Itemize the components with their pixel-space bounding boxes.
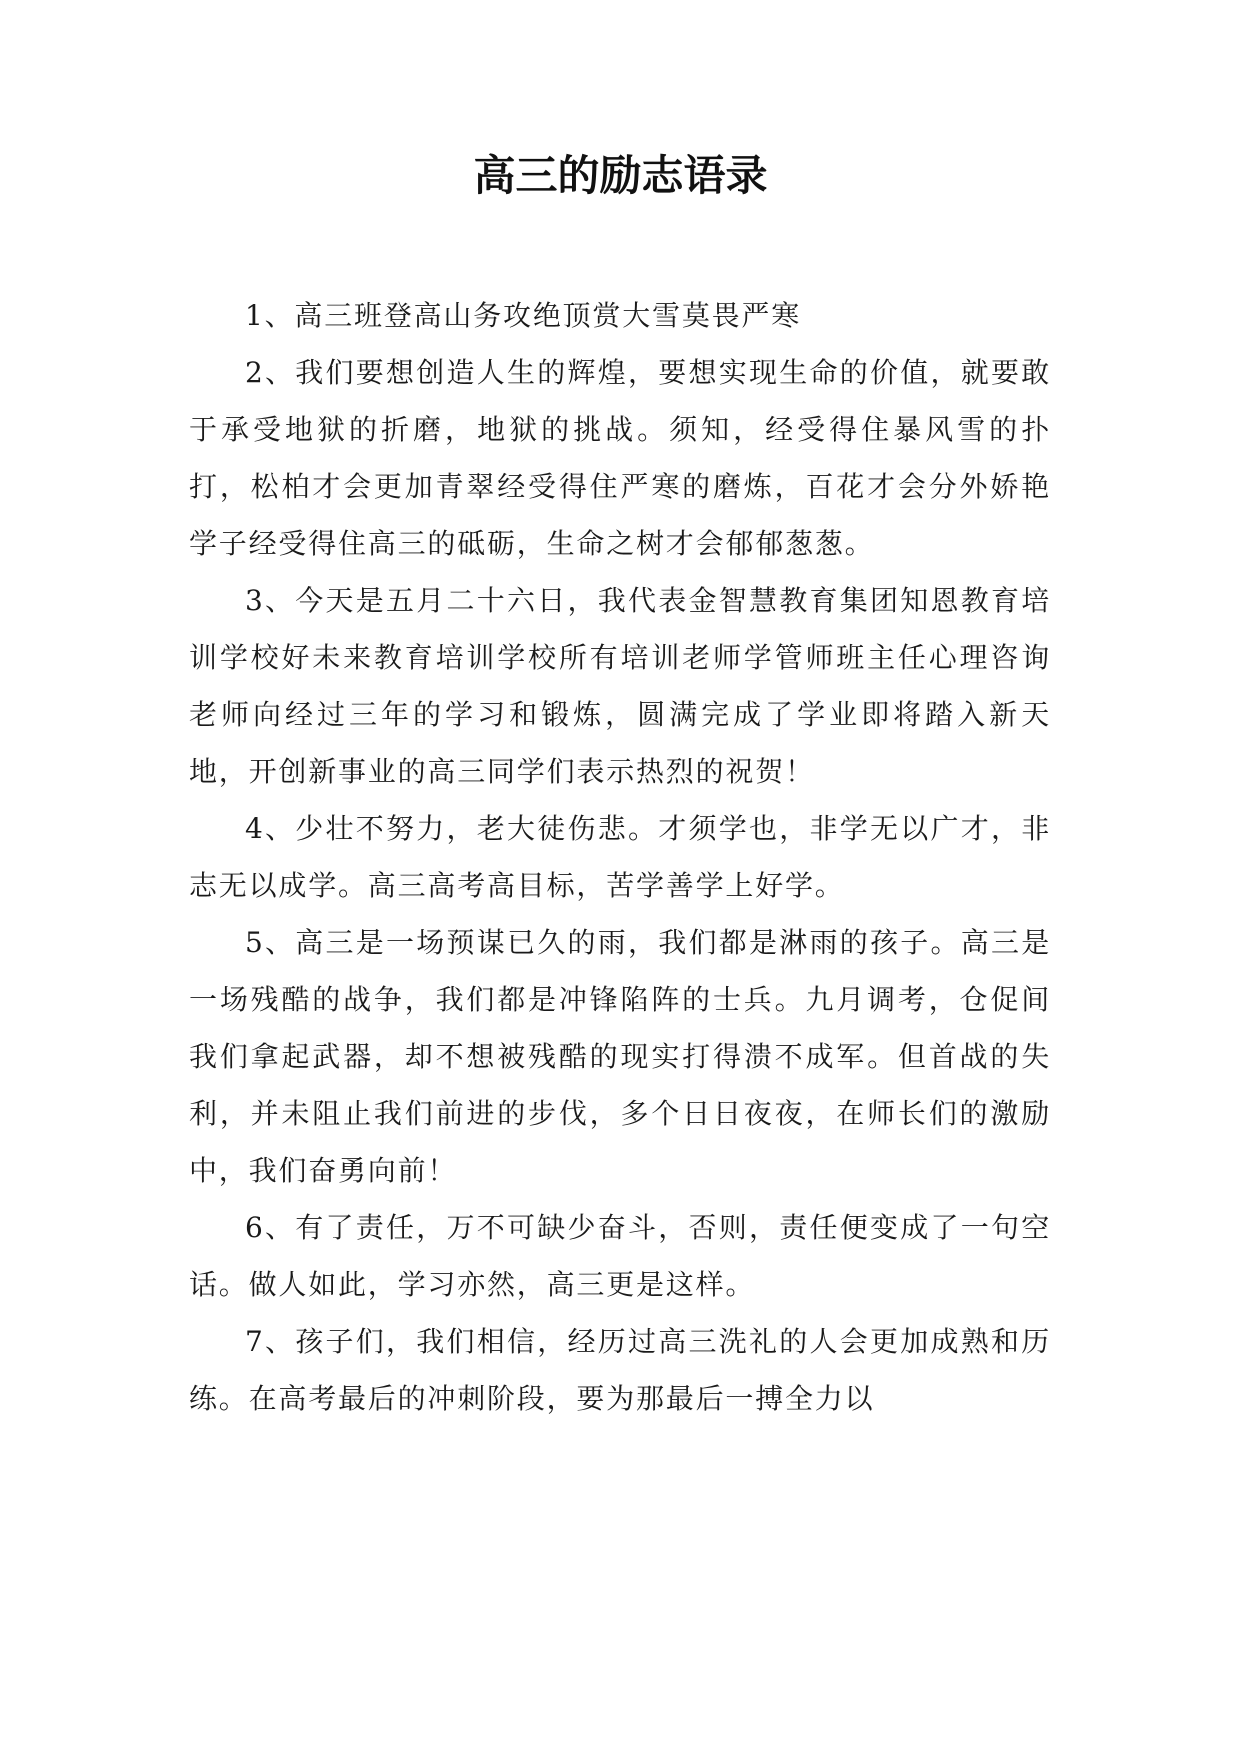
- paragraph: 5、高三是一场预谋已久的雨，我们都是淋雨的孩子。高三是一场残酷的战争，我们都是冲锋陷阵的士兵。九月调考，仓促间我们拿起武器，却不想被残酷的现实打得溃不成军。但首战的失利，并未阻止我们前进的步伐，多个日日夜夜，在师长们的激励中，我们奋勇向前！: [189, 926, 1051, 1187]
- document-body: [189, 287, 1051, 1427]
- paragraph: 7、孩子们，我们相信，经历过高三洗礼的人会更加成熟和历练。在高考最后的冲刺阶段，要为那最后一搏全力以: [189, 1325, 1051, 1415]
- document-title: 高三的励志语录: [473, 151, 768, 200]
- paragraph: 3、今天是五月二十六日，我代表金智慧教育集团知恩教育培训学校好未来教育培训学校所有培训老师学管师班主任心理咨询老师向经过三年的学习和锻炼，圆满完成了学业即将踏入新天地，开创新事业的高三同学们表示热烈的祝贺！: [189, 584, 1051, 788]
- paragraph: 2、我们要想创造人生的辉煌，要想实现生命的价值，就要敢于承受地狱的折磨，地狱的挑战。须知，经受得住暴风雪的扑打，松柏才会更加青翠经受得住严寒的磨炼，百花才会分外娇艳学子经受得住高三的砥砺，生命之树才会郁郁葱葱。: [189, 356, 1051, 560]
- paragraph: 4、少壮不努力，老大徒伤悲。才须学也，非学无以广才，非志无以成学。高三高考高目标，苦学善学上好学。: [189, 812, 1051, 902]
- paragraph: 6、有了责任，万不可缺少奋斗，否则，责任便变成了一句空话。做人如此，学习亦然，高三更是这样。: [189, 1211, 1051, 1301]
- paragraph: 1、高三班登高山务攻绝顶赏大雪莫畏严寒: [245, 299, 802, 332]
